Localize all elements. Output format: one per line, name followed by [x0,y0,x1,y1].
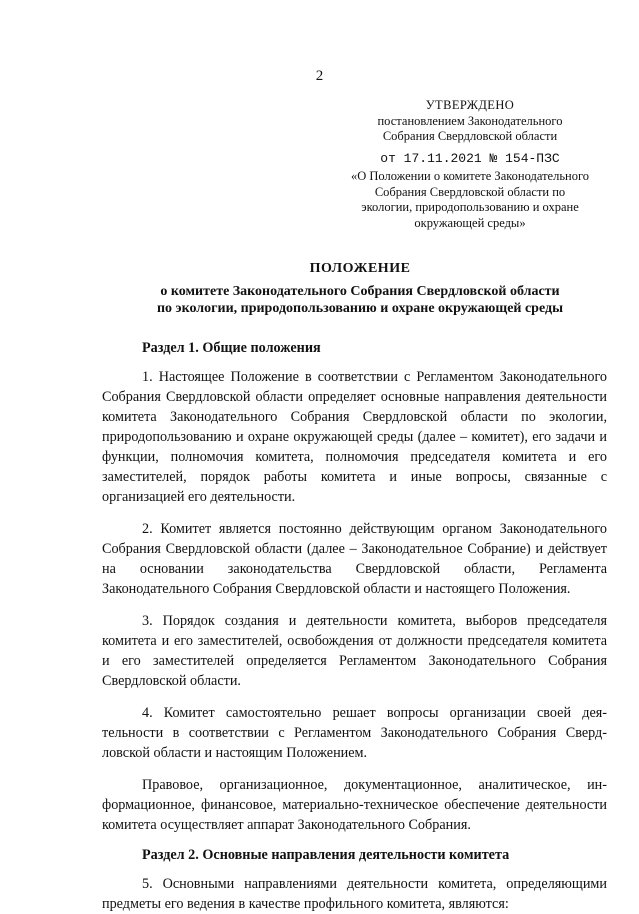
approval-reference-line: экологии, природопользованию и охране [361,200,579,214]
paragraph-2: 2. Комитет является постоянно действующим органом Законодательного Собрания Свердловской области (далее – Законодательное Собрание) и действует на основании законодательства Свердловской области, Регламента Законодательного Собрания Свердловской области и настоящего Положения. [102,521,607,597]
title-sub-line: по экологии, природопользованию и охране окружающей среды [156,301,564,316]
paragraph-1: 1. Настоящее Положение в соответствии с Регламентом Законодательного Собрания Свердловской области определяет основные направления деятельности комитета Законодательного Собрания Свердловской области по экологии, природопользованию и охране окружающей среды (далее – комитет), его задачи и функции, полномочия комитета, полномочия председателя комитета и его заместителей, порядок работы комитета и иные вопросы, связанные с организацией его деятельности. [102,369,607,505]
paragraph-6: 5. Основными направлениями деятельности комитета, определяющими предметы его ведения в качестве профильного комитета, являются: [102,876,607,912]
approval-heading: УТВЕРЖДЕНО [425,98,515,112]
paragraph-4: 4. Комитет самостоятельно решает вопросы организации своей деятельности в соответствии с Регламентом Законодательного Собрания Свердловской области и настоящим Положением. [102,705,607,761]
title-sub-line: о комитете Законодательного Собрания Свердловской области [160,284,560,299]
approval-reference-line: «О Положении о комитете Законодательного [350,169,590,183]
section-2-heading: Раздел 2. Основные направления деятельности комитета [142,847,510,863]
paragraph-3: 3. Порядок создания и деятельности комитета, выборов председателя комитета и его заместителей, освобождения от должности председателя комитета и его заместителей определяется Регламентом Законодательного Собрания Свердловской области. [102,613,607,689]
section-1-heading: Раздел 1. Общие положения [142,340,321,356]
approval-line: постановлением Законодательного [377,113,563,128]
paragraph-5: Правовое, организационное, документационное, аналитическое, информационное, финансовое, материально-техническое обеспечение деятельности комитета осуществляет аппарат Законодательного Собрания. [102,777,607,833]
approval-line: Собрания Свердловской области [382,129,558,143]
document-title [60,260,639,317]
page-number: 2 [315,68,324,84]
approval-date-number: от 17.11.2021 № 154-ПЗС [380,150,560,166]
document-body [102,340,607,914]
approval-reference-line: Собрания Свердловской области по [374,184,566,199]
approval-block [335,98,605,231]
title-main: ПОЛОЖЕНИЕ [309,261,411,276]
approval-reference-line: окружающей среды» [414,215,526,230]
